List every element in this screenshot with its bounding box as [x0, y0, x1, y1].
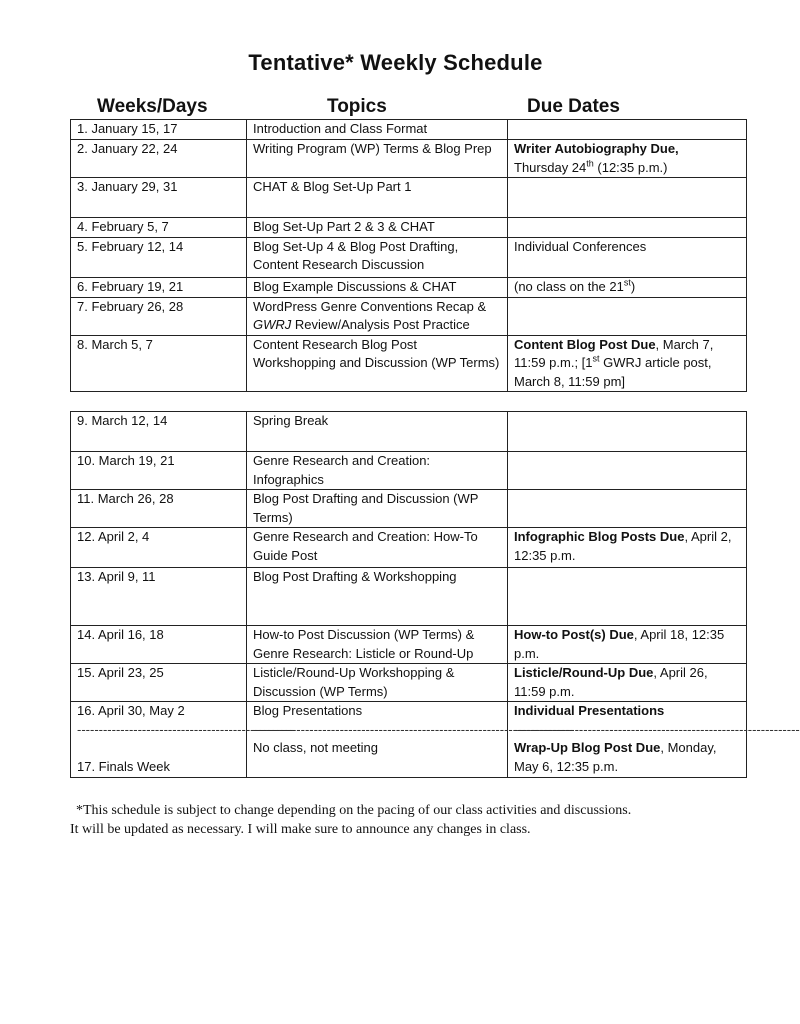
week-cell: 2. January 22, 24 — [71, 140, 247, 178]
topic-text: Blog Presentations — [253, 703, 363, 718]
topic-cell — [247, 297, 508, 335]
due-superscript: st — [592, 353, 600, 364]
due-text: Thursday 24 — [514, 159, 587, 175]
topic-text: WordPress Genre Conventions Recap & — [253, 298, 487, 314]
table-row — [71, 490, 747, 528]
week-cell: 8. March 5, 7 — [71, 335, 247, 392]
table-row — [71, 218, 747, 238]
table-row — [71, 702, 747, 778]
table-row — [71, 120, 747, 140]
divider: -------------------------------------------------- — [77, 721, 294, 737]
due-cell — [508, 664, 747, 702]
topic-cell: Genre Research and Creation: How-To Guide Post — [247, 528, 508, 568]
topic-cell: Blog Set-Up Part 2 & 3 & CHAT — [247, 218, 508, 238]
due-cell — [508, 120, 747, 140]
footnote — [70, 801, 770, 839]
due-cell — [508, 568, 747, 626]
topic-cell: Spring Break — [247, 412, 508, 452]
week-text: 16. April 30, May 2 — [77, 703, 185, 718]
divider: -------------------------------------------------------------------------- — [253, 721, 574, 737]
table-row — [71, 277, 747, 297]
table-row — [71, 664, 747, 702]
due-text: (no class on the 21 — [514, 278, 624, 294]
due-cell — [508, 626, 747, 664]
table-row — [71, 452, 747, 490]
week-cell: 9. March 12, 14 — [71, 412, 247, 452]
due-cell — [508, 140, 747, 178]
topic-cell: CHAT & Blog Set-Up Part 1 — [247, 178, 508, 218]
week-cell: 14. April 16, 18 — [71, 626, 247, 664]
due-cell: Individual Conferences — [508, 237, 747, 277]
due-text: , March 7, 11:59 p.m.; [1 — [514, 336, 714, 370]
due-text: ) — [630, 278, 636, 294]
topic-text: No class, not meeting — [253, 740, 379, 755]
topic-cell: Blog Post Drafting and Discussion (WP Terms) — [247, 490, 508, 528]
due-cell — [508, 178, 747, 218]
topic-text: Review/Analysis Post Practice — [291, 317, 470, 332]
due-bold-text: How-to Post(s) Due — [514, 627, 634, 642]
due-text: , April 2, 12:35 p.m. — [514, 529, 732, 563]
topic-cell: How-to Post Discussion (WP Terms) & Genre Research: Listicle or Round-Up — [247, 626, 508, 664]
due-bold-text: Content Blog Post Due — [514, 336, 656, 352]
topic-cell: Blog Set-Up 4 & Blog Post Drafting, Content Research Discussion — [247, 237, 508, 277]
topic-cell: Writing Program (WP) Terms & Blog Prep — [247, 140, 508, 178]
due-text: (12:35 p.m.) — [593, 159, 668, 175]
week-cell: 3. January 29, 31 — [71, 178, 247, 218]
schedule-table-part-1 — [70, 119, 747, 392]
table-row — [71, 626, 747, 664]
table-row — [71, 178, 747, 218]
topic-cell: Genre Research and Creation: Infographics — [247, 452, 508, 490]
week-cell: 15. April 23, 25 — [71, 664, 247, 702]
due-bold-text: Wrap-Up Blog Post Due — [514, 740, 661, 755]
table-row — [71, 412, 747, 452]
topic-cell — [247, 702, 574, 778]
topic-cell: Introduction and Class Format — [247, 120, 508, 140]
table-row — [71, 528, 747, 568]
week-text: 17. Finals Week — [77, 758, 170, 774]
due-text: GWRJ article post, March 8, 11:59 pm] — [514, 355, 712, 389]
due-cell — [508, 702, 800, 778]
due-cell — [508, 277, 747, 297]
table-row — [71, 297, 747, 335]
table-row — [71, 568, 747, 626]
table-row — [71, 335, 747, 392]
due-superscript: st — [623, 277, 631, 288]
week-cell: 11. March 26, 28 — [71, 490, 247, 528]
week-cell: 10. March 19, 21 — [71, 452, 247, 490]
due-cell — [508, 297, 747, 335]
due-bold-text: Writer Autobiography Due, — [514, 141, 679, 156]
divider: ------------------------------------------------------------------ — [514, 721, 800, 737]
week-cell: 5. February 12, 14 — [71, 237, 247, 277]
topic-cell: Blog Example Discussions & CHAT — [247, 277, 508, 297]
due-cell — [508, 335, 747, 392]
topic-italic-text: GWRJ — [253, 317, 292, 332]
page-title: Tentative* Weekly Schedule — [248, 50, 543, 75]
week-cell — [71, 702, 294, 778]
due-cell — [508, 490, 747, 528]
table-row — [71, 237, 747, 277]
topic-cell: Listicle/Round-Up Workshopping & Discussion (WP Terms) — [247, 664, 508, 702]
due-bold-text: Individual Presentations — [514, 703, 665, 718]
header-weeks: Weeks/Days — [97, 96, 208, 117]
due-text: , Monday, May 6, 12:35 p.m. — [514, 740, 717, 774]
week-cell: 6. February 19, 21 — [71, 277, 247, 297]
due-superscript: th — [586, 158, 594, 169]
due-bold-text: Infographic Blog Posts Due — [514, 529, 685, 544]
header-due-dates: Due Dates — [527, 96, 620, 117]
week-cell: 7. February 26, 28 — [71, 297, 247, 335]
due-bold-text: Listicle/Round-Up Due — [514, 665, 654, 680]
footnote-line: *This schedule is subject to change depending on the pacing of our class activities and discussions. — [76, 803, 632, 818]
week-cell: 12. April 2, 4 — [71, 528, 247, 568]
table-row — [71, 140, 747, 178]
due-cell — [508, 412, 747, 452]
due-cell — [508, 528, 747, 568]
week-cell: 4. February 5, 7 — [71, 218, 247, 238]
header-topics: Topics — [327, 96, 387, 117]
due-text: , April 26, 11:59 p.m. — [514, 665, 708, 699]
due-text: , April 18, 12:35 p.m. — [514, 627, 725, 661]
week-cell: 13. April 9, 11 — [71, 568, 247, 626]
topic-cell: Blog Post Drafting & Workshopping — [247, 568, 508, 626]
topic-cell: Content Research Blog Post Workshopping and Discussion (WP Terms) — [247, 335, 508, 392]
due-cell — [508, 452, 747, 490]
due-cell — [508, 218, 747, 238]
week-cell: 1. January 15, 17 — [71, 120, 247, 140]
footnote-line: It will be updated as necessary. I will make sure to announce any changes in class. — [70, 822, 531, 837]
schedule-table-part-2 — [70, 411, 800, 778]
